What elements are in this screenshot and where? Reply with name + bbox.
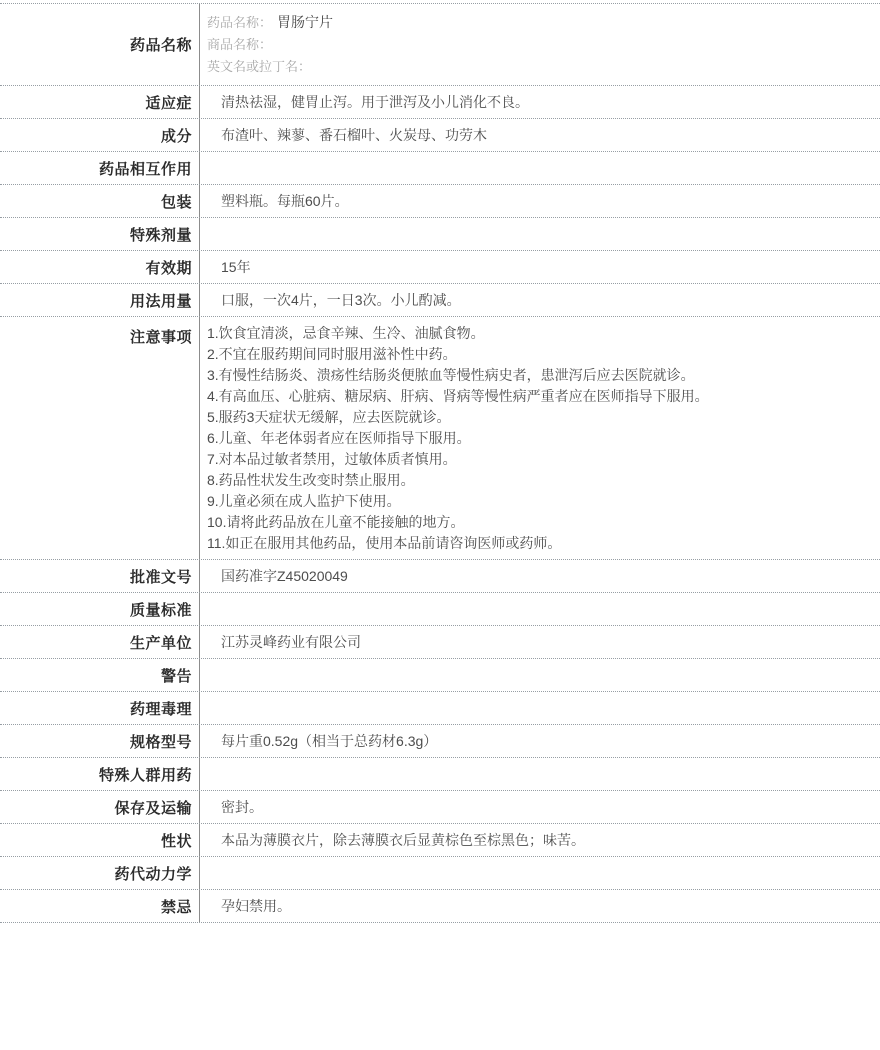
row-label: 适应症 bbox=[0, 86, 200, 118]
note-line: 11.如正在服用其他药品，使用本品前请咨询医师或药师。 bbox=[207, 535, 562, 551]
row-value: 布渣叶、辣蓼、番石榴叶、火炭母、功劳木 bbox=[221, 127, 487, 143]
row-shelf-life bbox=[0, 251, 880, 284]
row-label: 警告 bbox=[0, 659, 200, 691]
row-value bbox=[200, 659, 880, 691]
row-value: 清热祛湿，健胃止泻。用于泄泻及小儿消化不良。 bbox=[221, 94, 529, 110]
row-label: 药品相互作用 bbox=[0, 152, 200, 184]
row-label: 有效期 bbox=[0, 251, 200, 283]
row-value: 口服，一次4片，一日3次。小儿酌减。 bbox=[221, 292, 461, 308]
row-special-dosage bbox=[0, 218, 880, 251]
row-quality-standard bbox=[0, 593, 880, 626]
note-line: 4.有高血压、心脏病、糖尿病、肝病、肾病等慢性病严重者应在医师指导下服用。 bbox=[207, 388, 709, 404]
note-line: 6.儿童、年老体弱者应在医师指导下服用。 bbox=[207, 430, 471, 446]
row-label: 药代动力学 bbox=[0, 857, 200, 889]
row-value bbox=[200, 152, 880, 184]
row-label: 药理毒理 bbox=[0, 692, 200, 724]
row-value bbox=[200, 593, 880, 625]
row-pharmacokinetics bbox=[0, 857, 880, 890]
precautions-list bbox=[200, 317, 880, 559]
row-value: 塑料瓶。每瓶60片。 bbox=[221, 193, 349, 209]
row-label: 特殊人群用药 bbox=[0, 758, 200, 790]
note-line: 8.药品性状发生改变时禁止服用。 bbox=[207, 472, 415, 488]
row-label: 禁忌 bbox=[0, 890, 200, 922]
row-value bbox=[200, 857, 880, 889]
field-key: 商品名称： bbox=[207, 37, 273, 52]
row-label: 药品名称 bbox=[0, 4, 200, 85]
drug-info-table bbox=[0, 3, 880, 923]
row-value: 15年 bbox=[221, 259, 251, 275]
row-value bbox=[200, 758, 880, 790]
row-special-populations bbox=[0, 758, 880, 791]
row-packaging bbox=[0, 185, 880, 218]
note-line: 7.对本品过敏者禁用，过敏体质者慎用。 bbox=[207, 451, 457, 467]
row-indications bbox=[0, 86, 880, 119]
row-dosage-usage bbox=[0, 284, 880, 317]
row-label: 质量标准 bbox=[0, 593, 200, 625]
row-value bbox=[200, 218, 880, 250]
row-warning bbox=[0, 659, 880, 692]
row-value: 密封。 bbox=[221, 799, 263, 815]
drug-name-fields bbox=[200, 4, 880, 85]
row-drug-interactions bbox=[0, 152, 880, 185]
row-value: 每片重0.52g（相当于总药材6.3g） bbox=[221, 733, 438, 749]
field-trade-name bbox=[207, 34, 277, 56]
row-ingredients bbox=[0, 119, 880, 152]
note-line: 3.有慢性结肠炎、溃疡性结肠炎便脓血等慢性病史者，患泄泻后应去医院就诊。 bbox=[207, 367, 695, 383]
row-manufacturer bbox=[0, 626, 880, 659]
row-label: 特殊剂量 bbox=[0, 218, 200, 250]
row-label: 批准文号 bbox=[0, 560, 200, 592]
row-precautions bbox=[0, 317, 880, 560]
field-value: 胃肠宁片 bbox=[277, 14, 334, 30]
row-value: 本品为薄膜衣片，除去薄膜衣后显黄棕色至棕黑色；味苦。 bbox=[221, 832, 585, 848]
note-line: 1.饮食宜清淡，忌食辛辣、生冷、油腻食物。 bbox=[207, 325, 485, 341]
field-key: 英文名或拉丁名： bbox=[207, 59, 312, 74]
note-line: 2.不宜在服药期间同时服用滋补性中药。 bbox=[207, 346, 457, 362]
row-label: 性状 bbox=[0, 824, 200, 856]
row-contraindications bbox=[0, 890, 880, 923]
row-pharmacology-toxicology bbox=[0, 692, 880, 725]
row-label: 成分 bbox=[0, 119, 200, 151]
row-approval-number bbox=[0, 560, 880, 593]
row-label: 包装 bbox=[0, 185, 200, 217]
field-generic-name bbox=[207, 11, 333, 34]
row-drug-name bbox=[0, 4, 880, 86]
row-label: 用法用量 bbox=[0, 284, 200, 316]
note-line: 10.请将此药品放在儿童不能接触的地方。 bbox=[207, 514, 465, 530]
field-key: 药品名称： bbox=[207, 15, 273, 30]
note-line: 9.儿童必须在成人监护下使用。 bbox=[207, 493, 401, 509]
row-label: 注意事项 bbox=[0, 317, 200, 559]
note-line: 5.服药3天症状无缓解，应去医院就诊。 bbox=[207, 409, 451, 425]
row-label: 保存及运输 bbox=[0, 791, 200, 823]
row-properties bbox=[0, 824, 880, 857]
row-value: 国药准字Z45020049 bbox=[221, 568, 348, 584]
row-label: 规格型号 bbox=[0, 725, 200, 757]
row-storage-transport bbox=[0, 791, 880, 824]
row-value: 江苏灵峰药业有限公司 bbox=[221, 634, 361, 650]
row-value: 孕妇禁用。 bbox=[221, 898, 291, 914]
row-label: 生产单位 bbox=[0, 626, 200, 658]
field-english-latin-name bbox=[207, 56, 316, 78]
row-value bbox=[200, 692, 880, 724]
row-specification bbox=[0, 725, 880, 758]
